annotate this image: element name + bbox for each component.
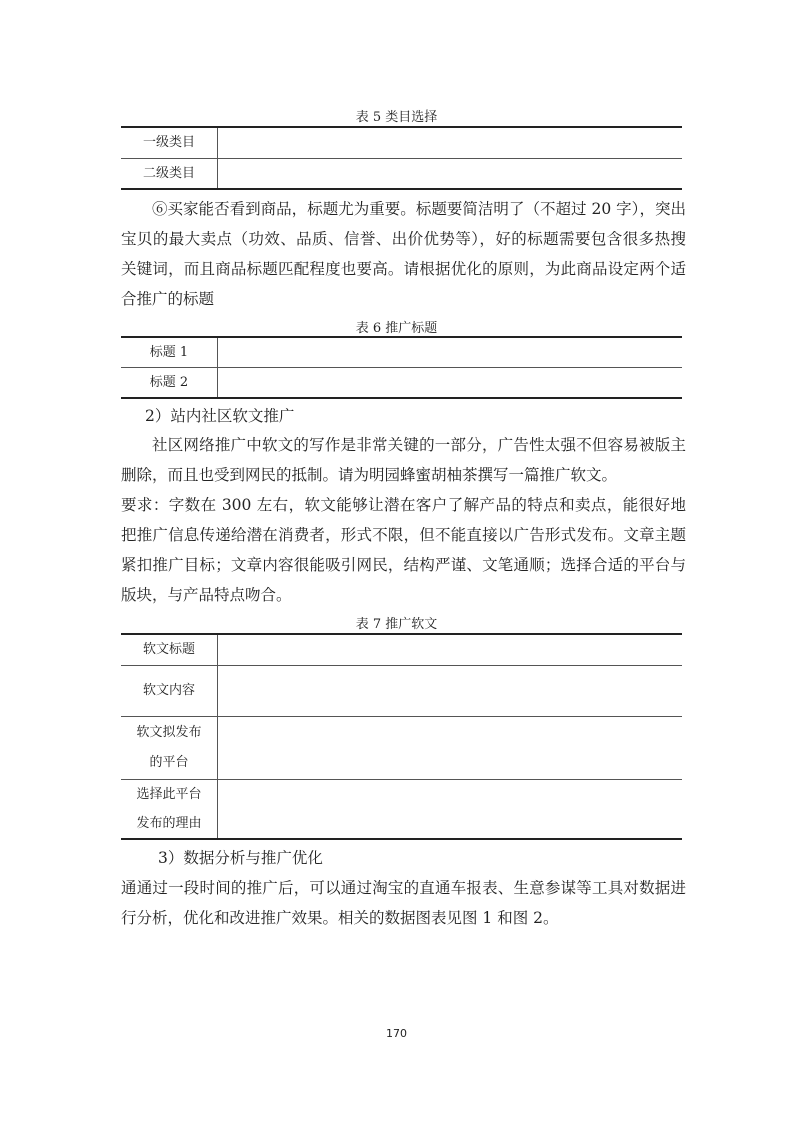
- table-label: 标题 1: [121, 337, 218, 368]
- table-row: [121, 666, 682, 717]
- paragraph-text: ⑥买家能否看到商品，标题尤为重要。标题要简洁明了（不超过 20 字），突出宝贝的最大卖点（功效、品质、信誉、出价优势等），好的标题需要包含很多热搜关键词，而且商品标题匹配程度也要高。请根据优化的原则，为此商品设定两个适合推广的标题: [121, 200, 686, 308]
- table-value-cell: [218, 780, 683, 840]
- table6-caption: 表 6 推广标题: [355, 321, 438, 336]
- table-label: [121, 717, 218, 780]
- paragraph-text: 要求：字数在 300 左右，软文能够让潜在客户了解产品的特点和卖点，能很好地把推广信息传递给潜在消费者，形式不限，但不能直接以广告形式发布。文章主题紧扣推广目标；文章内容很能吸引网民，结构严谨、文笔通顺；选择合适的平台与版块，与产品特点吻合。: [121, 496, 686, 604]
- table-row: [121, 634, 682, 666]
- table-row: [121, 127, 682, 159]
- table-value-cell: [218, 634, 683, 666]
- section2-body: [121, 430, 686, 610]
- table-label: 一级类目: [121, 127, 218, 159]
- label-line: 选择此平台: [136, 787, 202, 802]
- paragraph-text: 通通过一段时间的推广后，可以通过淘宝的直通车报表、生意参谋等工具对数据进行分析，优化和改进推广效果。相关的数据图表见图 1 和图 2。: [121, 879, 686, 927]
- table5-caption: 表 5 类目选择: [355, 110, 438, 125]
- label-line: 发布的理由: [136, 816, 202, 831]
- table-label: [121, 666, 218, 717]
- table-label: [121, 634, 218, 666]
- label-line: 的平台: [149, 755, 189, 770]
- table-row: [121, 159, 682, 190]
- page-number: 170: [386, 1027, 407, 1040]
- table-value-cell: [218, 368, 683, 399]
- table-value-cell: [218, 717, 683, 780]
- table-value-cell: [218, 666, 683, 717]
- table-label: 标题 2: [121, 368, 218, 399]
- table-value-cell: [218, 127, 683, 159]
- table-value-cell: [218, 337, 683, 368]
- paragraph-text: 社区网络推广中软文的写作是非常关键的一部分，广告性太强不但容易被版主删除，而且也受到网民的抵制。请为明园蜂蜜胡柚茶撰写一篇推广软文。: [121, 436, 686, 484]
- table-row: [121, 780, 682, 840]
- label-line: 软文标题: [142, 642, 195, 657]
- table5-category-selection: [121, 126, 682, 190]
- section3-body: [121, 873, 686, 933]
- table7-promotion-article: [121, 633, 682, 840]
- table-label: [121, 780, 218, 840]
- section-heading: 3）数据分析与推广优化: [158, 849, 323, 867]
- label-line: 软文拟发布: [136, 725, 202, 740]
- table-row: [121, 717, 682, 780]
- table-value-cell: [218, 159, 683, 190]
- table-row: [121, 368, 682, 399]
- table6-promotion-titles: [121, 336, 682, 399]
- title-instruction-paragraph: [121, 194, 686, 314]
- table-label: 二级类目: [121, 159, 218, 190]
- table-row: [121, 337, 682, 368]
- label-line: 软文内容: [142, 683, 195, 698]
- section-heading: 2）站内社区软文推广: [145, 407, 295, 425]
- table7-caption: 表 7 推广软文: [355, 617, 438, 632]
